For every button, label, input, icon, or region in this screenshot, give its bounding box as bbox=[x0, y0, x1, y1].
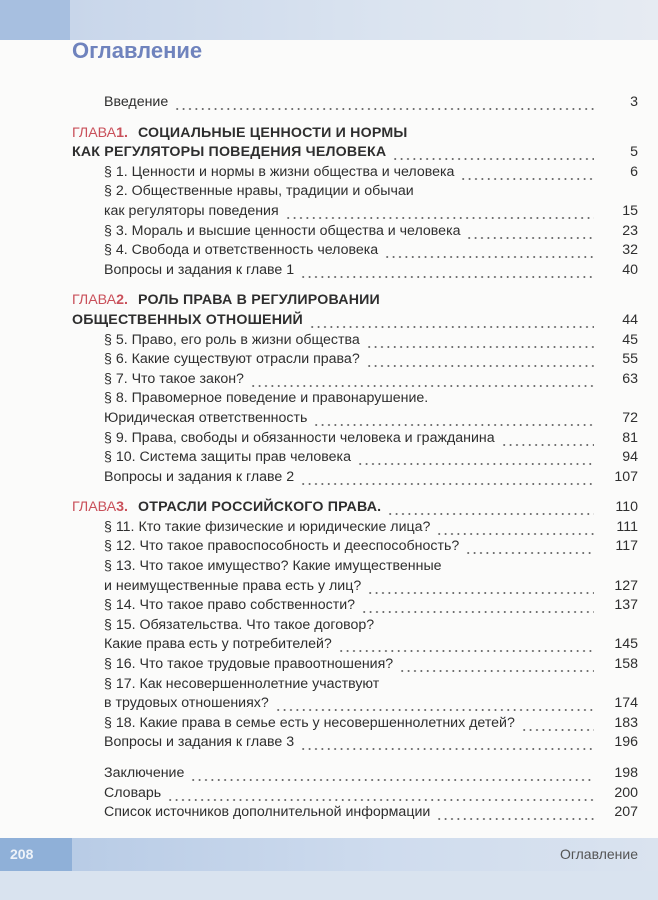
group-spacer bbox=[72, 487, 638, 498]
entry-line bbox=[72, 331, 638, 351]
dot-leader bbox=[338, 635, 594, 655]
dot-leader bbox=[250, 370, 594, 390]
entry-line bbox=[72, 370, 638, 390]
entry-page: 117 bbox=[615, 538, 638, 555]
entry-title: § 14. Что такое право собственности? bbox=[104, 597, 356, 614]
entry-line bbox=[72, 596, 638, 616]
entry-line bbox=[72, 311, 638, 331]
entry-page: 111 bbox=[616, 518, 638, 535]
toc-entry[interactable] bbox=[72, 331, 638, 351]
entry-title: § 5. Право, его роль в жизни общества bbox=[104, 331, 360, 348]
dot-leader bbox=[174, 93, 594, 113]
dot-leader bbox=[167, 784, 594, 804]
entry-page: 5 bbox=[630, 144, 638, 161]
entry-title: Заключение bbox=[104, 765, 185, 781]
entry-line bbox=[72, 448, 638, 468]
chapter-entry[interactable] bbox=[72, 124, 638, 163]
entry-page: 183 bbox=[614, 714, 638, 731]
dot-leader bbox=[361, 596, 594, 616]
entry-line bbox=[72, 409, 638, 429]
entry-title: § 4. Свобода и ответственность человека bbox=[104, 242, 379, 259]
page-title: Оглавление bbox=[72, 38, 203, 63]
toc-entry[interactable] bbox=[72, 537, 638, 557]
entry-page: 3 bbox=[630, 94, 638, 110]
entry-line bbox=[72, 93, 638, 113]
toc-entry[interactable] bbox=[72, 389, 638, 428]
dot-leader bbox=[190, 764, 594, 784]
entry-line bbox=[72, 518, 638, 538]
entry-line bbox=[72, 468, 638, 488]
entry-title: Список источников дополнительной информации bbox=[104, 804, 431, 821]
entry-page: 72 bbox=[622, 409, 638, 426]
toc-entry[interactable] bbox=[72, 222, 638, 242]
dot-leader bbox=[275, 694, 594, 714]
entry-line bbox=[72, 784, 638, 804]
entry-line bbox=[72, 389, 638, 409]
toc-entry[interactable] bbox=[72, 784, 638, 804]
dot-leader bbox=[387, 498, 594, 518]
dot-leader bbox=[357, 448, 594, 468]
entry-line bbox=[72, 764, 638, 784]
toc-entry[interactable] bbox=[72, 764, 638, 784]
entry-line bbox=[72, 655, 638, 675]
dot-leader bbox=[384, 241, 594, 261]
entry-title: ОТРАСЛИ РОССИЙСКОГО ПРАВА. bbox=[137, 499, 382, 516]
chapter-number: 1. bbox=[116, 124, 128, 141]
header-band bbox=[0, 0, 658, 40]
entry-line bbox=[72, 182, 638, 202]
entry-line bbox=[72, 557, 638, 577]
dot-leader bbox=[399, 655, 594, 675]
toc-entry[interactable] bbox=[72, 163, 638, 183]
dot-leader bbox=[313, 409, 594, 429]
entry-page: 198 bbox=[614, 765, 638, 781]
entry-line bbox=[72, 202, 638, 222]
entry-page: 55 bbox=[622, 351, 638, 368]
toc-entry[interactable] bbox=[72, 261, 638, 281]
entry-page: 137 bbox=[614, 597, 638, 614]
dot-leader bbox=[460, 163, 594, 183]
toc-entry[interactable] bbox=[72, 350, 638, 370]
entry-line bbox=[72, 241, 638, 261]
dot-leader bbox=[465, 537, 594, 557]
toc-entry[interactable] bbox=[72, 518, 638, 538]
entry-line bbox=[72, 803, 638, 823]
entry-page: 110 bbox=[615, 499, 638, 516]
entry-title: § 10. Система защиты прав человека bbox=[104, 449, 351, 466]
dot-leader bbox=[366, 331, 594, 351]
entry-line bbox=[72, 635, 638, 655]
entry-line bbox=[72, 143, 638, 163]
dot-leader bbox=[392, 143, 594, 163]
entry-page: 145 bbox=[614, 636, 638, 653]
toc-entry[interactable] bbox=[72, 370, 638, 390]
entry-line bbox=[72, 291, 638, 311]
entry-title: § 2. Общественные нравы, традиции и обычаи bbox=[104, 183, 414, 200]
entry-line bbox=[72, 261, 638, 281]
entry-title: ОБЩЕСТВЕННЫХ ОТНОШЕНИЙ bbox=[72, 311, 303, 328]
entry-title: РОЛЬ ПРАВА В РЕГУЛИРОВАНИИ bbox=[137, 292, 380, 309]
toc-entry[interactable] bbox=[72, 468, 638, 488]
entry-title: § 8. Правомерное поведение и правонарушение. bbox=[104, 390, 429, 407]
entry-page: 200 bbox=[614, 784, 638, 801]
entry-line bbox=[72, 675, 638, 695]
entry-line bbox=[72, 350, 638, 370]
entry-title: § 1. Ценности и нормы в жизни общества и человека bbox=[104, 163, 455, 180]
entry-title: как регуляторы поведения bbox=[104, 202, 279, 219]
entry-page: 40 bbox=[622, 261, 638, 278]
entry-page: 6 bbox=[630, 163, 638, 180]
entry-page: 174 bbox=[614, 695, 638, 712]
toc-entry[interactable] bbox=[72, 733, 638, 753]
toc-entry[interactable] bbox=[72, 616, 638, 655]
entry-line bbox=[72, 616, 638, 636]
entry-title: в трудовых отношениях? bbox=[104, 695, 269, 712]
toc-entry[interactable] bbox=[72, 241, 638, 261]
entry-page: 207 bbox=[614, 804, 638, 821]
entry-line bbox=[72, 694, 638, 714]
entry-title: § 3. Мораль и высшие ценности общества и человека bbox=[104, 222, 461, 239]
entry-title: § 6. Какие существуют отрасли права? bbox=[104, 351, 360, 368]
header-accent-block bbox=[0, 0, 70, 40]
dot-leader bbox=[436, 518, 594, 538]
entry-line bbox=[72, 222, 638, 242]
group-spacer bbox=[72, 280, 638, 291]
dot-leader bbox=[367, 577, 594, 597]
entry-page: 32 bbox=[622, 242, 638, 259]
entry-title: § 17. Как несовершеннолетние участвуют bbox=[104, 675, 380, 692]
toc-entry[interactable] bbox=[72, 655, 638, 675]
toc-entry[interactable] bbox=[72, 182, 638, 221]
entry-title: Вопросы и задания к главе 2 bbox=[104, 468, 295, 485]
entry-page: 63 bbox=[622, 370, 638, 387]
entry-title: и неимущественные права есть у лиц? bbox=[104, 577, 362, 594]
entry-title: Введение bbox=[104, 94, 169, 110]
entry-line bbox=[72, 124, 638, 144]
entry-line bbox=[72, 537, 638, 557]
entry-title: § 11. Кто такие физические и юридические лица? bbox=[104, 518, 431, 535]
entry-line bbox=[72, 733, 638, 753]
entry-title: СОЦИАЛЬНЫЕ ЦЕННОСТИ И НОРМЫ bbox=[137, 124, 408, 141]
page-number: 208 bbox=[10, 846, 34, 862]
dot-leader bbox=[436, 803, 594, 823]
entry-title: Вопросы и задания к главе 1 bbox=[104, 261, 295, 278]
chapter-entry[interactable] bbox=[72, 498, 638, 518]
toc-entry[interactable] bbox=[72, 714, 638, 734]
entry-line bbox=[72, 577, 638, 597]
dot-leader bbox=[300, 261, 594, 281]
entry-line bbox=[72, 429, 638, 449]
toc-entry[interactable] bbox=[72, 557, 638, 596]
entry-page: 107 bbox=[614, 468, 638, 485]
group-spacer bbox=[72, 753, 638, 764]
dot-leader bbox=[521, 714, 594, 734]
entry-title: § 7. Что такое закон? bbox=[104, 370, 244, 387]
entry-page: 45 bbox=[622, 331, 638, 348]
dot-leader bbox=[501, 429, 594, 449]
entry-title: § 13. Что такое имущество? Какие имущественные bbox=[104, 558, 442, 575]
entry-title: Словарь bbox=[104, 784, 162, 801]
dot-leader bbox=[309, 311, 594, 331]
toc-entry[interactable] bbox=[72, 596, 638, 616]
entry-page: 81 bbox=[622, 429, 638, 446]
dot-leader bbox=[466, 222, 594, 242]
toc-entry[interactable] bbox=[72, 448, 638, 468]
dot-leader bbox=[300, 733, 594, 753]
toc-entry[interactable] bbox=[72, 675, 638, 714]
entry-page: 127 bbox=[614, 577, 638, 594]
entry-line bbox=[72, 714, 638, 734]
chapter-label: ГЛАВА bbox=[72, 499, 117, 516]
entry-line bbox=[72, 498, 638, 518]
entry-title: § 12. Что такое правоспособность и дееспособность? bbox=[104, 538, 460, 555]
running-title: Оглавление bbox=[559, 846, 638, 862]
entry-page: 196 bbox=[614, 734, 638, 751]
dot-leader bbox=[285, 202, 594, 222]
entry-page: 44 bbox=[622, 311, 638, 328]
entry-title: § 9. Права, свободы и обязанности человека и гражданина bbox=[104, 429, 495, 446]
chapter-label: ГЛАВА bbox=[72, 292, 117, 309]
toc-entry[interactable] bbox=[72, 803, 638, 823]
page-margin bbox=[0, 871, 658, 900]
group-spacer bbox=[72, 113, 638, 124]
dot-leader bbox=[366, 350, 594, 370]
entry-line bbox=[72, 163, 638, 183]
chapter-number: 2. bbox=[116, 292, 128, 309]
entry-page: 158 bbox=[614, 656, 638, 673]
entry-title: Какие права есть у потребителей? bbox=[104, 636, 332, 653]
entry-title: Вопросы и задания к главе 3 bbox=[104, 734, 295, 751]
chapter-label: ГЛАВА bbox=[72, 124, 117, 141]
toc-entry[interactable] bbox=[72, 93, 638, 113]
entry-title: КАК РЕГУЛЯТОРЫ ПОВЕДЕНИЯ ЧЕЛОВЕКА bbox=[72, 144, 387, 161]
entry-page: 15 bbox=[622, 202, 638, 219]
entry-page: 94 bbox=[622, 449, 638, 466]
chapter-number: 3. bbox=[116, 499, 128, 516]
entry-title: Юридическая ответственность bbox=[104, 409, 308, 426]
table-of-contents bbox=[72, 93, 638, 823]
entry-page: 23 bbox=[622, 222, 638, 239]
chapter-entry[interactable] bbox=[72, 291, 638, 330]
dot-leader bbox=[300, 468, 594, 488]
entry-title: § 16. Что такое трудовые правоотношения? bbox=[104, 656, 394, 673]
toc-entry[interactable] bbox=[72, 429, 638, 449]
entry-title: § 18. Какие права в семье есть у несовершеннолетних детей? bbox=[104, 714, 515, 731]
entry-title: § 15. Обязательства. Что такое договор? bbox=[104, 616, 375, 633]
